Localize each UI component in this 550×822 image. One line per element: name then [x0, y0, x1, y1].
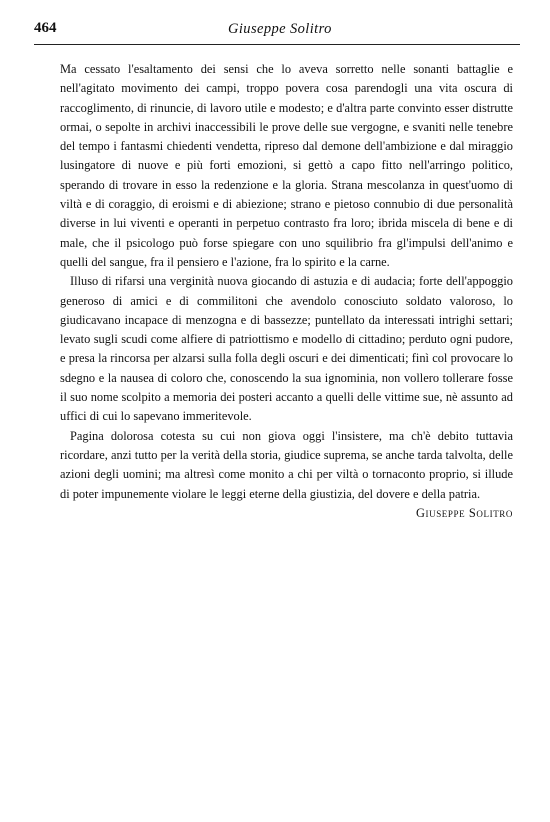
- paragraph: Pagina dolorosa cotesta su cui non giova oggi l'insistere, ma ch'è debito tuttavia ricordare, anzi tutto per la verità della storia, giudice suprema, se anche tarda talvolta, delle azioni degli uomini; ma altresì come monito a chi per viltà o tornaconto proprio, si illude di poter impunemente violare le leggi eterne della giustizia, del dovere e della patria.: [60, 428, 513, 501]
- author-signature: Giuseppe Solitro: [415, 505, 513, 520]
- paragraph: Ma cessato l'esaltamento dei sensi che lo aveva sorretto nelle sonanti battaglie e nell'agitato movimento dei campi, troppo povera cosa parendogli una vita oscura di raccoglimento, di rinuncie, di lavoro utile e modesto; e d'altra parte convinto esser distrutte ormai, o sepolte in archivi inaccessibili le prove delle sue vergogne, e svaniti nelle tenebre del tempo i fantasmi chiedenti vendetta, ripreso dal demone dell'ambizione e dal miraggio lusingatore di nuove e più forti emozioni, si gettò a capo fitto nell'arringo politico, sperando di trovare in esso la redenzione e la gloria. Strana mescolanza in quest'uomo di viltà e di coraggio, di eroismi e di abiezione; strano e pietoso connubio di due personalità diverse in lui viventi e operanti in perpetuo contrasto fra loro; ibrida miscela di bene e di male, che il psicologo può forse spiegare con uno squilibrio fra gl'impulsi dell'animo e quelli del sangue, fra il pensiero e l'azione, fra lo spirito e la carne.: [60, 62, 513, 269]
- running-head: Giuseppe Solitro: [228, 21, 332, 37]
- paragraph: Illuso di rifarsi una verginità nuova giocando di astuzia e di audacia; forte dell'appoggio generoso di amici e di commilitoni che avendolo conosciuto soldato valoroso, lo giudicavano incapace di menzogna e di bassezze; puntellato da interessati intrighi settari; levato sugli scudi come alfiere di patriottismo e modello di cittadino; perduto ogni pudore, e presa la rincorsa per alzarsi sulla folla degli oscuri e dei dimenticati; finì col provocare lo sdegno e la nausea di coloro che, conoscendo la sua ignominia, non vollero tollerare fosse il suo nome scolpito a memoria dei posteri accanto a quelli delle vittime sue, nè assunto ad uffici di cui lo sapevano immeritevole.: [60, 274, 513, 424]
- page-number: 464: [34, 20, 57, 36]
- page-header: [34, 20, 520, 42]
- article-body: [60, 60, 513, 523]
- header-rule: [34, 44, 520, 45]
